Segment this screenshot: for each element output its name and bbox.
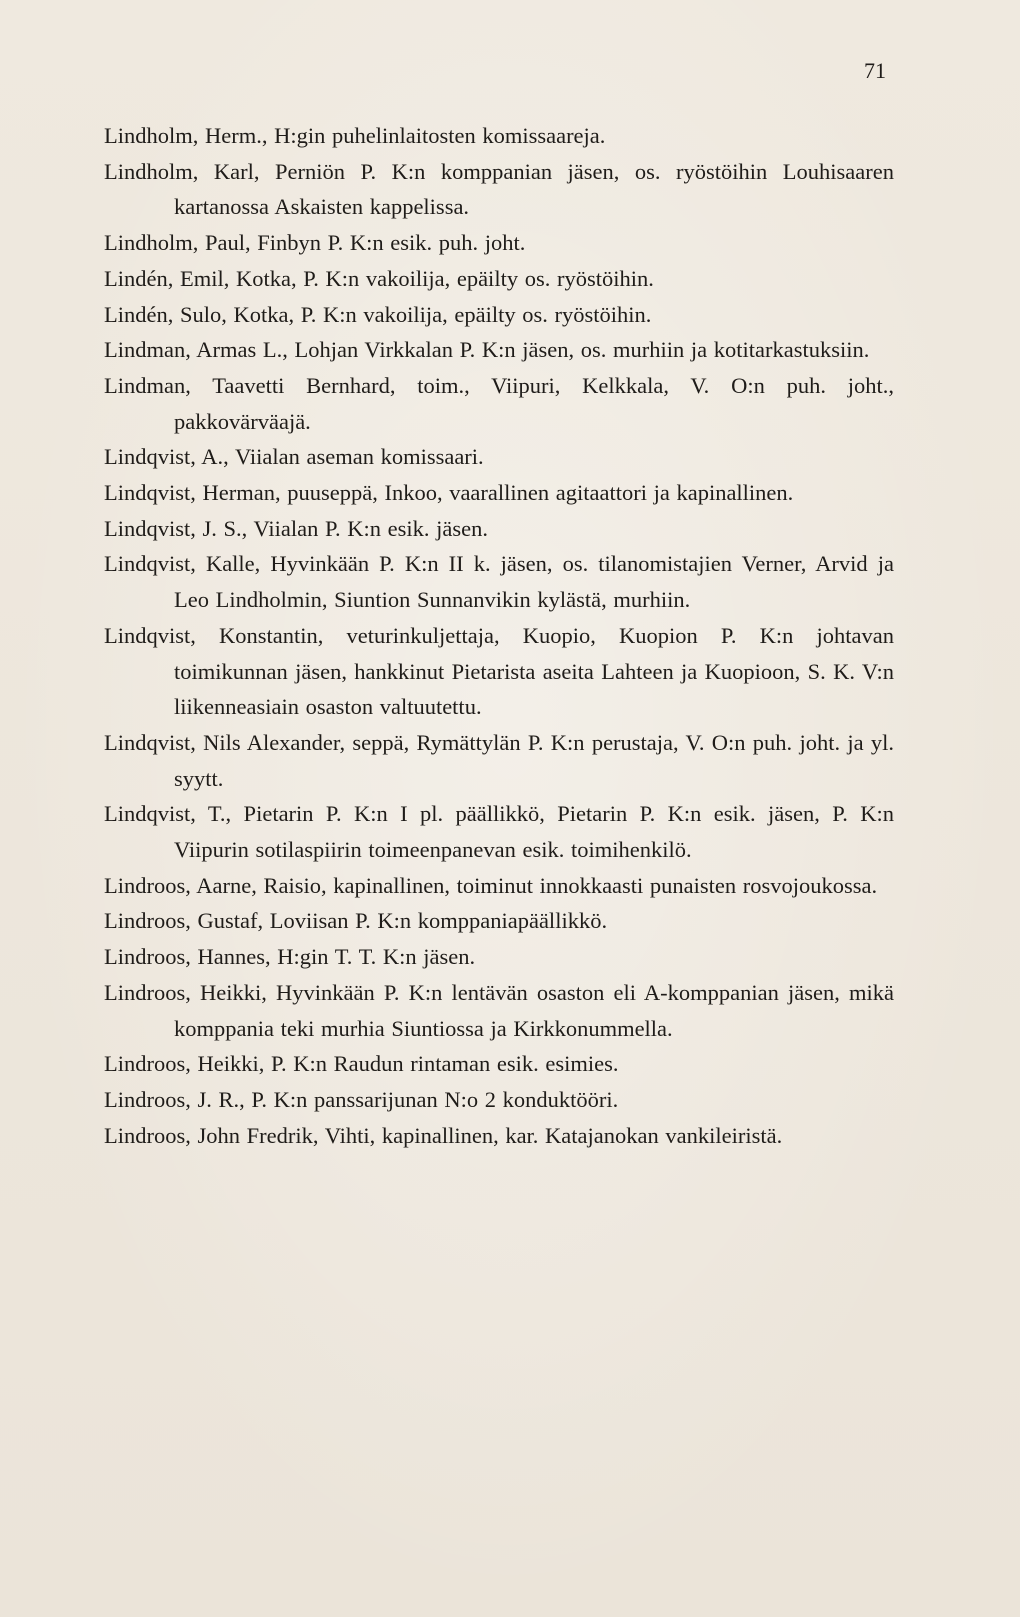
list-item: Lindroos, Aarne, Raisio, kapinallinen, toiminut innokkaasti punaisten rosvojoukossa. bbox=[104, 872, 878, 898]
list-item: Lindman, Taavetti Bernhard, toim., Viipuri, Kelkkala, V. O:n puh. joht., pakkovärväajä. bbox=[104, 372, 894, 434]
list-item: Lindroos, Heikki, Hyvinkään P. K:n lentävän osaston eli A-komppanian jäsen, mikä komppania teki murhia Siuntiossa ja Kirkkonummella. bbox=[104, 979, 894, 1041]
page-number: 71 bbox=[864, 58, 886, 83]
list-item: Lindroos, Gustaf, Loviisan P. K:n komppaniapäällikkö. bbox=[104, 908, 608, 934]
list-item: Lindroos, John Fredrik, Vihti, kapinallinen, kar. Katajanokan vankileiristä. bbox=[104, 1122, 783, 1148]
list-item: Lindman, Armas L., Lohjan Virkkalan P. K:n jäsen, os. murhiin ja kotitarkastuksiin. bbox=[104, 337, 870, 363]
list-item: Lindroos, Heikki, P. K:n Raudun rintaman esik. esimies. bbox=[104, 1051, 619, 1077]
list-item: Lindroos, J. R., P. K:n panssarijunan N:o 2 konduktööri. bbox=[104, 1086, 619, 1112]
entry-list bbox=[104, 118, 894, 1153]
list-item: Lindroos, Hannes, H:gin T. T. K:n jäsen. bbox=[104, 944, 476, 970]
list-item: Lindén, Sulo, Kotka, P. K:n vakoilija, epäilty os. ryöstöihin. bbox=[104, 301, 652, 327]
list-item: Lindqvist, Konstantin, veturinkuljettaja, Kuopio, Kuopion P. K:n johtavan toimikunnan jäsen, hankkinut Pietarista aseita Lahteen ja Kuopioon, S. K. V:n liikenneasiain osaston valtuutettu. bbox=[104, 622, 894, 720]
list-item: Lindqvist, Herman, puuseppä, Inkoo, vaarallinen agitaattori ja kapinallinen. bbox=[104, 480, 794, 506]
list-item: Lindén, Emil, Kotka, P. K:n vakoilija, epäilty os. ryöstöihin. bbox=[104, 265, 654, 291]
list-item: Lindholm, Herm., H:gin puhelinlaitosten komissaareja. bbox=[104, 123, 606, 148]
list-item: Lindholm, Karl, Perniön P. K:n komppanian jäsen, os. ryöstöihin Louhisaaren kartanossa Askaisten kappelissa. bbox=[104, 158, 894, 220]
list-item: Lindqvist, J. S., Viialan P. K:n esik. jäsen. bbox=[104, 515, 488, 541]
list-item: Lindholm, Paul, Finbyn P. K:n esik. puh. joht. bbox=[104, 230, 526, 256]
list-item: Lindqvist, Nils Alexander, seppä, Rymättylän P. K:n perustaja, V. O:n puh. joht. ja yl. syytt. bbox=[104, 729, 894, 791]
list-item: Lindqvist, T., Pietarin P. K:n I pl. päällikkö, Pietarin P. K:n esik. jäsen, P. K:n Viipurin sotilaspiirin toimeenpanevan esik. toimihenkilö. bbox=[104, 801, 894, 863]
list-item: Lindqvist, A., Viialan aseman komissaari. bbox=[104, 444, 484, 470]
list-item: Lindqvist, Kalle, Hyvinkään P. K:n II k. jäsen, os. tilanomistajien Verner, Arvid ja Leo Lindholmin, Siuntion Sunnanvikin kylästä, murhiin. bbox=[104, 551, 894, 613]
